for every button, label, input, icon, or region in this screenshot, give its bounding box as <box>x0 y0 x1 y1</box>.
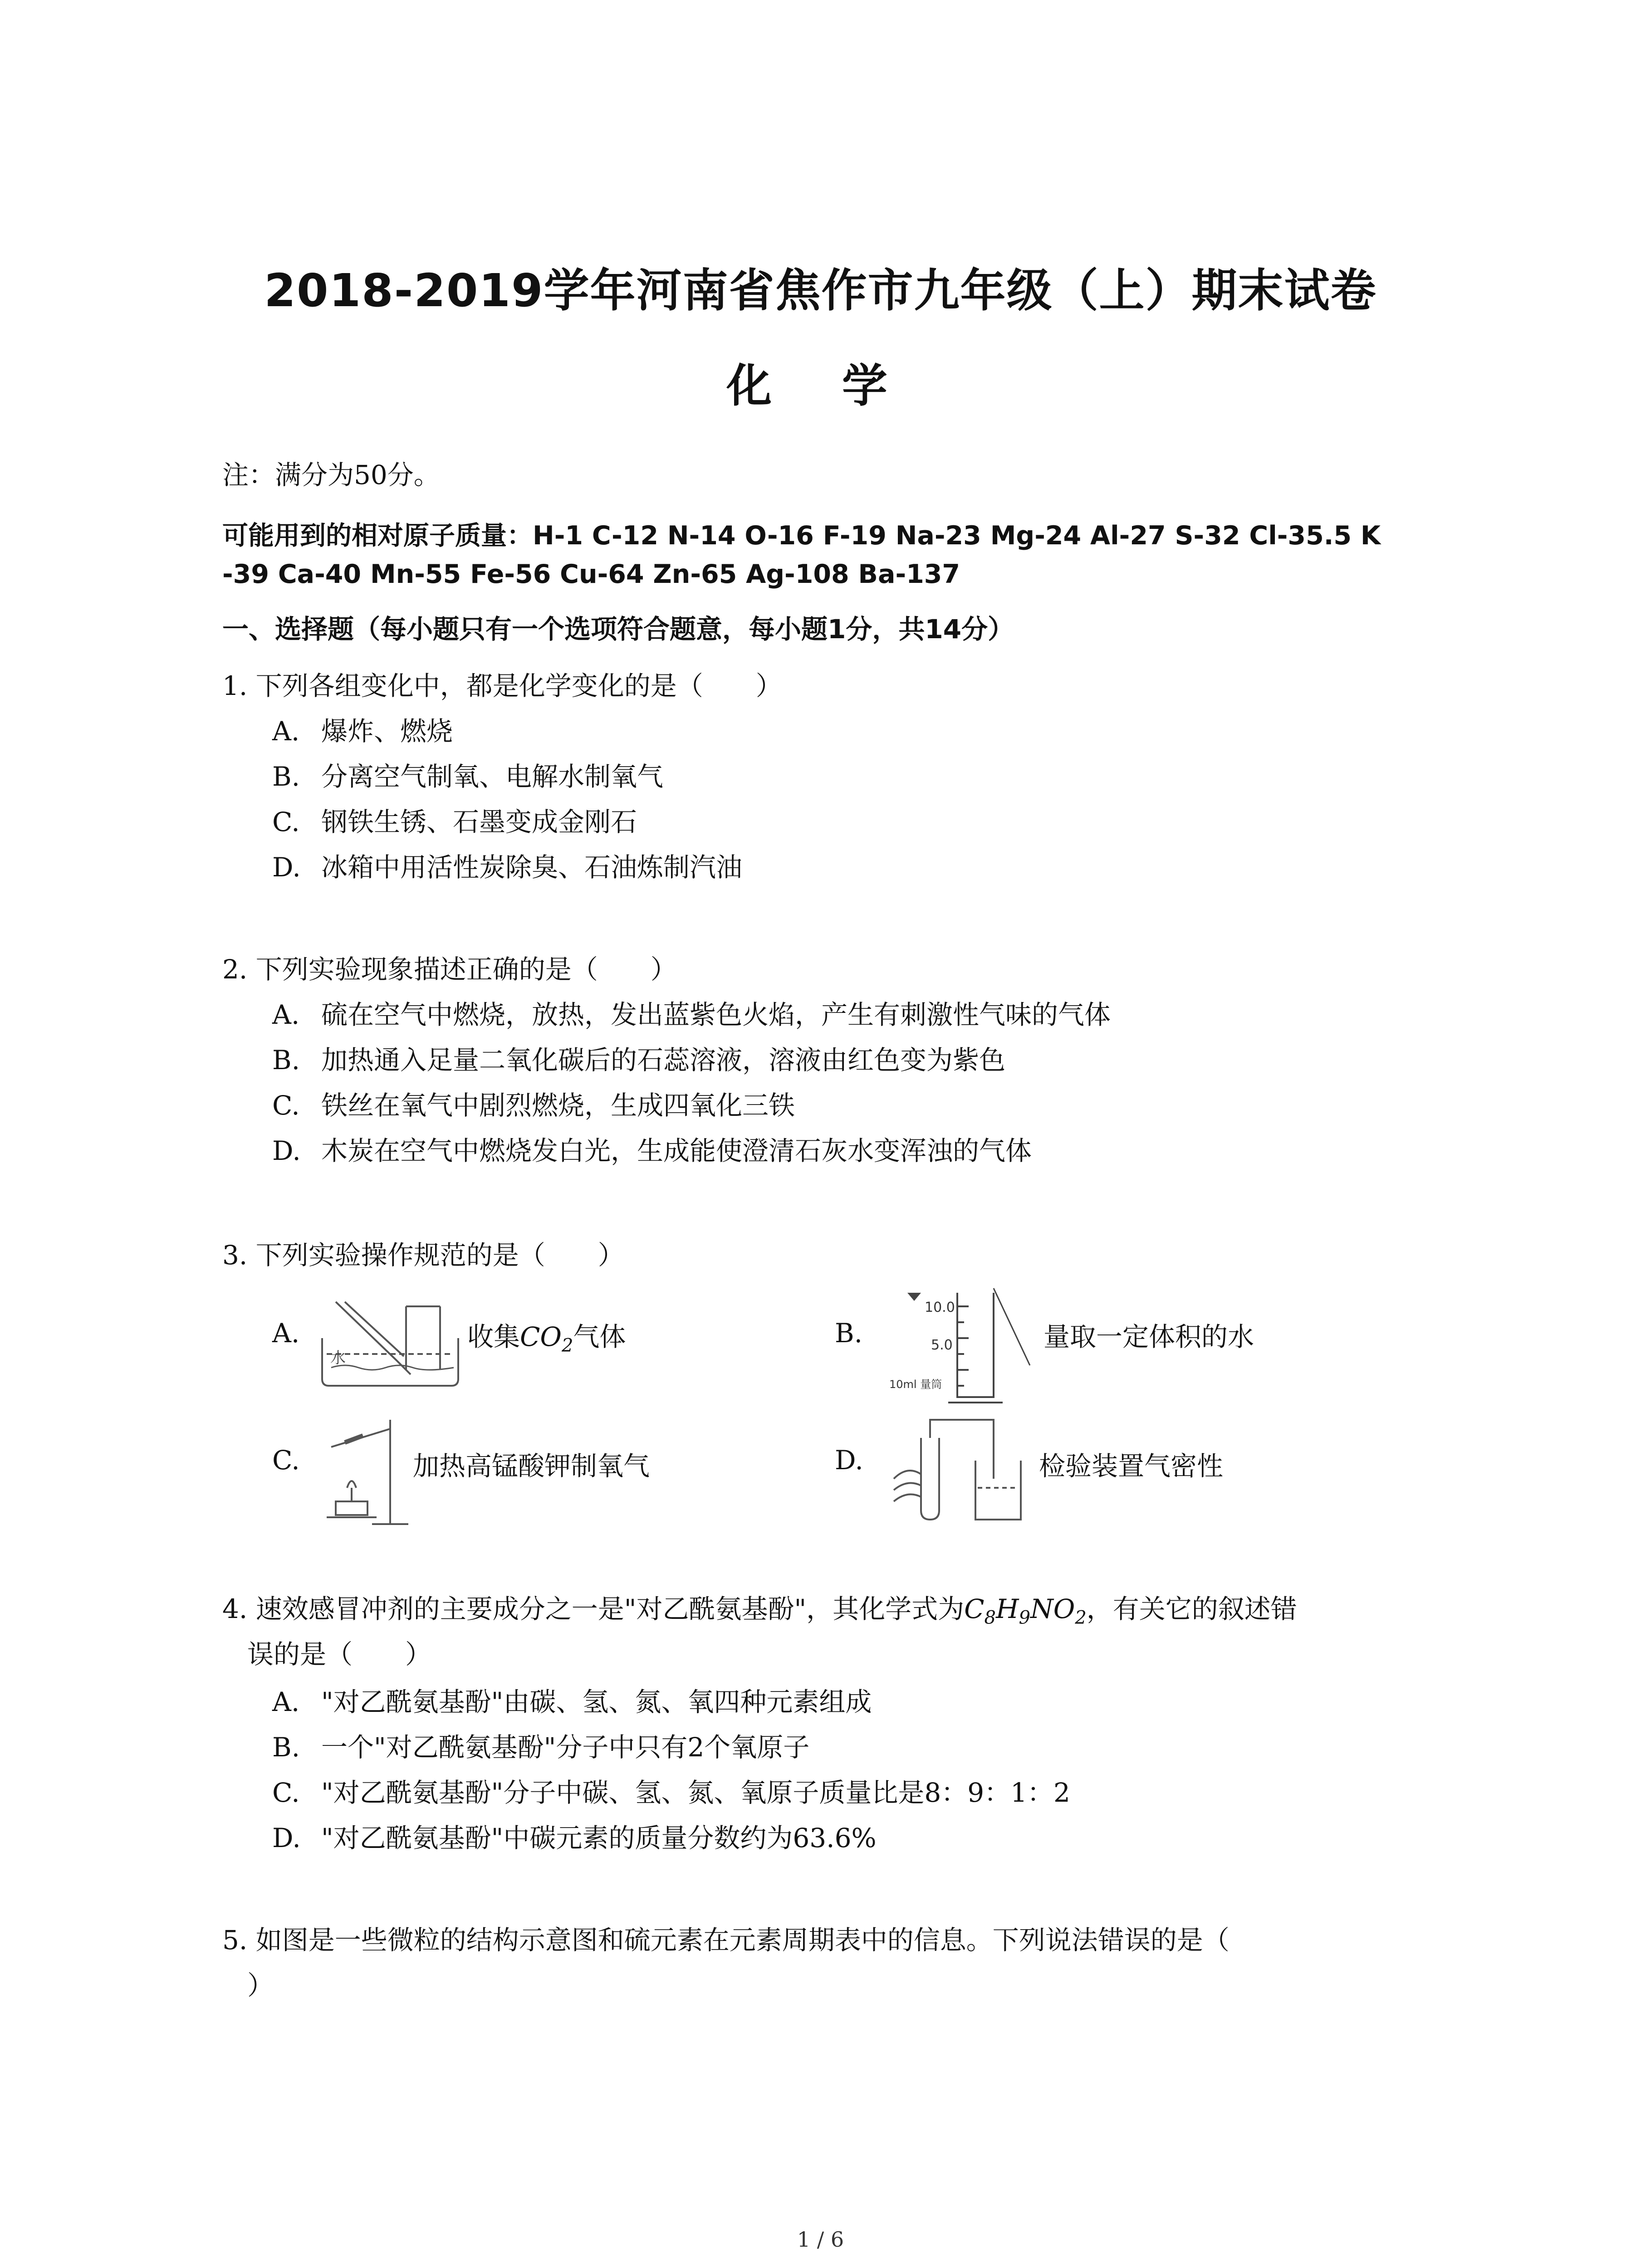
acetaminophen-formula <box>964 1593 1087 1628</box>
q1-option-c <box>272 801 637 839</box>
option-label: A. <box>272 1686 300 1717</box>
option-text: 木炭在空气中燃烧发白光，生成能使澄清石灰水变浑浊的气体 <box>321 1135 1032 1166</box>
option-text: "对乙酰氨基酚"分子中碳、氢、氮、氧原子质量比是8：9：1：2 <box>321 1777 1070 1808</box>
option-label: C. <box>272 807 300 837</box>
q4-stem-post: ，有关它的叙述错 <box>1086 1593 1297 1624</box>
q4-option-d <box>272 1817 877 1855</box>
q1-option-b <box>272 755 663 793</box>
q2-stem: 2. 下列实验现象描述正确的是（ ） <box>222 954 677 985</box>
section1-heading: 一、选择题（每小题只有一个选项符合题意，每小题1分，共14分） <box>222 614 1014 645</box>
q2-option-d <box>272 1129 1032 1168</box>
exam-subject: 化 学 <box>726 359 915 412</box>
q3-option-a-label: A. <box>272 1318 300 1349</box>
q3-option-b-label: B. <box>835 1318 863 1349</box>
option-label: A. <box>272 999 300 1030</box>
option-label: D. <box>272 1135 301 1166</box>
option-text: 一个"对乙酰氨基酚"分子中只有2个氧原子 <box>321 1732 810 1763</box>
scale-top-label: 10.0 <box>925 1300 955 1315</box>
option-label: A. <box>272 716 300 747</box>
q4-option-c <box>272 1771 1070 1809</box>
cylinder-label: 10ml 量筒 <box>889 1378 942 1391</box>
q3-stem: 3. 下列实验操作规范的是（ ） <box>222 1240 624 1271</box>
option-label: D. <box>272 1823 301 1853</box>
q3-option-d-text: 检验装置气密性 <box>1039 1451 1224 1481</box>
option-label: C. <box>272 1777 300 1808</box>
formula-no: NO <box>1030 1593 1075 1624</box>
eye-icon <box>907 1293 921 1301</box>
q3-option-d-label: D. <box>835 1445 863 1476</box>
co2-formula <box>520 1321 573 1356</box>
option-text: 铁丝在氧气中剧烈燃烧，生成四氧化三铁 <box>321 1090 795 1121</box>
q4-stem-pre: 4. 速效感冒冲剂的主要成分之一是"对乙酰氨基酚"，其化学式为 <box>222 1593 965 1624</box>
q4-stem-line2: 误的是（ ） <box>247 1639 432 1670</box>
water-label: 水 <box>330 1349 346 1367</box>
exam-title: 2018-2019学年河南省焦作市九年级（上）期末试卷 <box>264 264 1377 317</box>
q4-stem <box>222 1588 1297 1628</box>
formula-c-sub: 8 <box>984 1607 996 1628</box>
gas-collection-figure <box>318 1288 463 1393</box>
q1-option-a <box>272 710 453 748</box>
q2-option-b <box>272 1039 1005 1077</box>
option-text: 分离空气制氧、电解水制氧气 <box>321 761 664 792</box>
formula-main: CO <box>520 1321 562 1352</box>
q3-option-a-text <box>467 1315 626 1356</box>
q3-option-c-text: 加热高锰酸钾制氧气 <box>413 1451 650 1481</box>
q5-stem-line2: ） <box>247 1970 274 2001</box>
q5-stem: 5. 如图是一些微粒的结构示意图和硫元素在元素周期表中的信息。下列说法错误的是（ <box>222 1925 1230 1955</box>
option-text: 硫在空气中燃烧，放热，发出蓝紫色火焰，产生有刺激性气味的气体 <box>321 999 1111 1030</box>
score-note: 注：满分为50分。 <box>222 459 440 490</box>
option-text: "对乙酰氨基酚"中碳元素的质量分数约为63.6% <box>321 1823 877 1853</box>
option-label: C. <box>272 1090 300 1121</box>
option-label: B. <box>272 761 300 792</box>
page-number: 1 / 6 <box>797 2227 844 2252</box>
q2-option-c <box>272 1084 795 1122</box>
q3-option-b-text: 量取一定体积的水 <box>1043 1321 1254 1352</box>
option-text: 钢铁生锈、石墨变成金刚石 <box>321 807 637 837</box>
option-text-post: 气体 <box>573 1321 626 1352</box>
q1-stem: 1. 下列各组变化中，都是化学变化的是（ ） <box>222 670 782 701</box>
option-text: 冰箱中用活性炭除臭、石油炼制汽油 <box>321 852 743 883</box>
q4-option-b <box>272 1726 809 1764</box>
formula-o-sub: 2 <box>1075 1607 1087 1628</box>
option-label: B. <box>272 1045 300 1075</box>
atomic-masses-line1: 可能用到的相对原子质量：H-1 C-12 N-14 O-16 F-19 Na-23 Mg-24 Al-27 S-32 Cl-35.5 K <box>222 521 1381 551</box>
q2-option-a <box>272 993 1111 1031</box>
option-label: D. <box>272 852 301 883</box>
graduated-cylinder-figure <box>889 1275 1039 1406</box>
option-text-pre: 收集 <box>467 1321 520 1352</box>
option-label: B. <box>272 1732 300 1763</box>
formula-h: H <box>995 1593 1019 1624</box>
q1-option-d <box>272 846 742 884</box>
airtightness-check-figure <box>889 1411 1030 1529</box>
q3-option-c-label: C. <box>272 1445 300 1476</box>
heating-apparatus-figure <box>318 1411 408 1529</box>
formula-h-sub: 9 <box>1019 1607 1031 1628</box>
formula-subscript: 2 <box>561 1335 573 1356</box>
option-text: 爆炸、燃烧 <box>321 716 453 747</box>
scale-mid-label: 5.0 <box>931 1337 953 1353</box>
formula-c: C <box>964 1593 985 1624</box>
q4-option-a <box>272 1681 872 1719</box>
atomic-masses-line2: -39 Ca-40 Mn-55 Fe-56 Cu-64 Zn-65 Ag-108 Ba-137 <box>222 559 960 589</box>
option-text: "对乙酰氨基酚"由碳、氢、氮、氧四种元素组成 <box>321 1686 872 1717</box>
option-text: 加热通入足量二氧化碳后的石蕊溶液，溶液由红色变为紫色 <box>321 1045 1006 1075</box>
